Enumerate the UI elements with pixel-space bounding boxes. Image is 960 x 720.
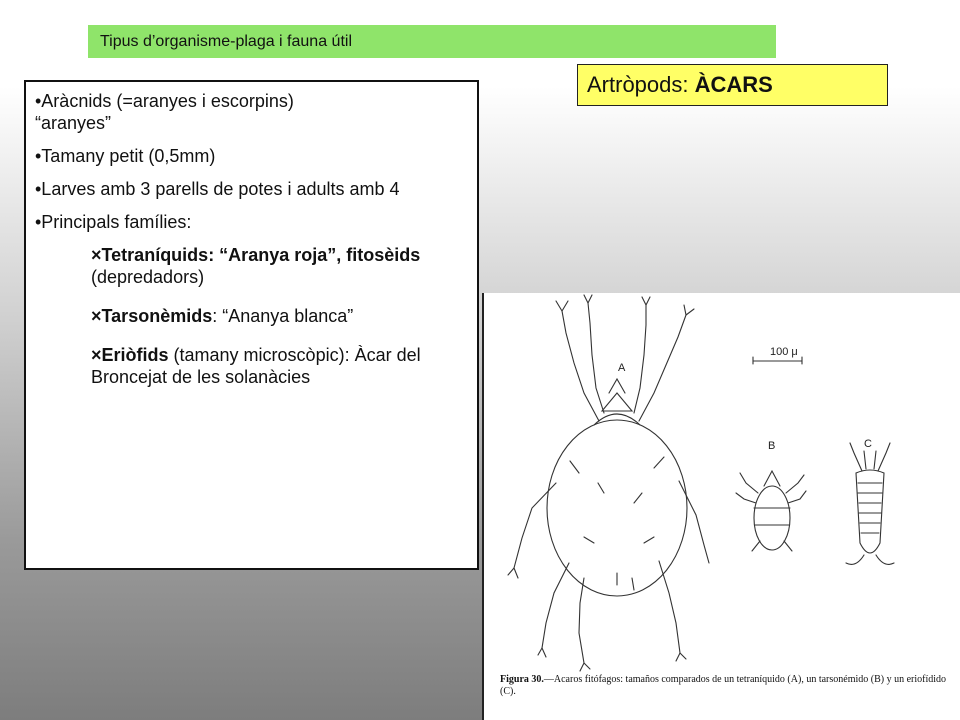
family-item	[91, 244, 469, 288]
topic-text: Tipus d’organisme-plaga i fauna útil	[100, 33, 352, 50]
family-marker: ×	[91, 245, 102, 265]
figure-caption	[500, 674, 955, 698]
bullet-item	[35, 90, 469, 134]
label-a: A	[618, 362, 626, 374]
bullet-list	[24, 80, 479, 570]
topic-banner	[88, 25, 776, 58]
bullet-item: •Principals famílies:	[35, 212, 192, 232]
family-desc: (depredadors)	[91, 267, 205, 287]
label-b: B	[768, 440, 776, 452]
caption-text: —Acaros fitófagos: tamaños comparados de un tetraníquido (A), un tarsonémido (B) y un eriofídido (C).	[500, 674, 947, 697]
slide-title	[577, 64, 888, 106]
family-desc: : “Ananya blanca”	[212, 306, 354, 326]
family-marker: ×	[91, 306, 102, 326]
family-item	[91, 344, 469, 388]
label-c: C	[864, 438, 872, 450]
family-name: Tetraníquids: “Aranya roja”, fitosèids	[101, 245, 421, 265]
mite-b-drawing	[736, 471, 806, 551]
bullet-text: •Aràcnids (=aranyes i escorpins)	[35, 91, 294, 111]
mite-figure	[482, 293, 960, 720]
caption-number: Figura 30.	[500, 674, 544, 685]
family-name: Tarsonèmids	[101, 306, 213, 326]
title-bold: ÀCARS	[694, 72, 773, 97]
scale-label: 100 μ	[770, 346, 798, 358]
mite-c-drawing	[846, 443, 894, 564]
family-name: Eriòfids	[101, 345, 169, 365]
mite-a-drawing	[508, 295, 709, 671]
title-prefix: Artròpods:	[587, 72, 695, 97]
family-marker: ×	[91, 345, 102, 365]
family-item	[91, 305, 469, 327]
bullet-item: •Tamany petit (0,5mm)	[35, 146, 216, 166]
bullet-item: •Larves amb 3 parells de potes i adults amb 4	[35, 179, 400, 199]
family-desc: (tamany microscòpic): Àcar del Broncejat de les solanàcies	[91, 345, 421, 387]
bullet-text: “aranyes”	[35, 113, 112, 133]
mite-illustration	[484, 293, 960, 720]
